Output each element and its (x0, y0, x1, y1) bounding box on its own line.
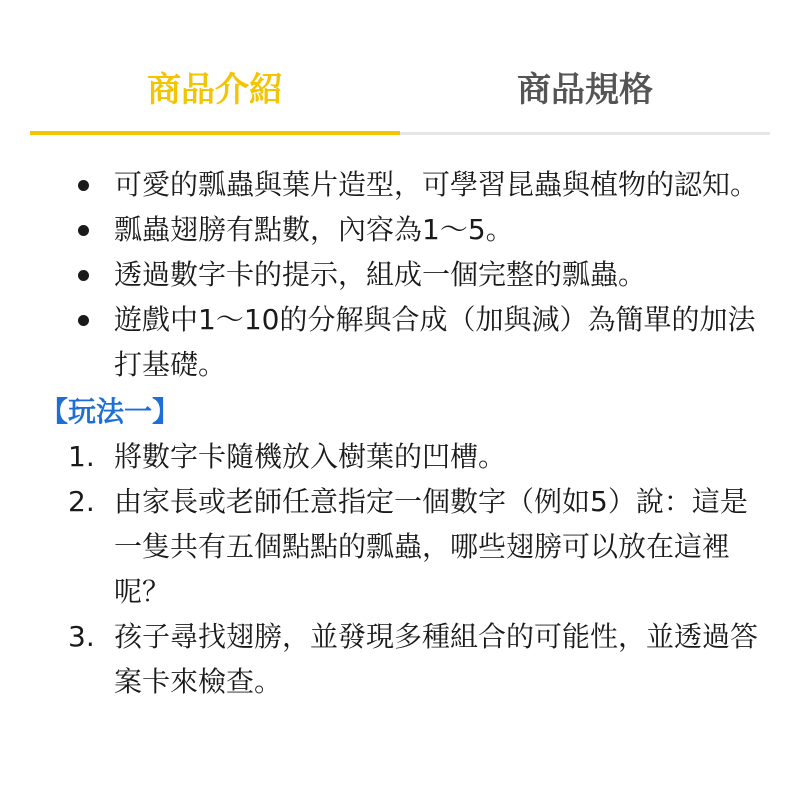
step-number: 1. (68, 440, 95, 473)
step-number: 3. (68, 620, 95, 653)
step-item (40, 479, 770, 614)
step-item (40, 434, 770, 479)
play-method-heading: 【玩法一】 (40, 395, 181, 428)
step-number: 2. (68, 485, 95, 518)
feature-text: 遊戲中1～10的分解與合成（加與減）為簡單的加法打基礎。 (114, 303, 756, 381)
play-steps-list (40, 434, 770, 704)
bullet-dot-icon (78, 270, 89, 281)
feature-text: 可愛的瓢蟲與葉片造型，可學習昆蟲與植物的認知。 (114, 168, 759, 201)
step-text: 將數字卡隨機放入樹葉的凹槽。 (114, 440, 507, 473)
feature-item (40, 207, 770, 252)
step-text: 孩子尋找翅膀，並發現多種組合的可能性，並透過答案卡來檢查。 (114, 620, 759, 698)
feature-item (40, 297, 770, 387)
feature-item (40, 252, 770, 297)
feature-text: 瓢蟲翅膀有點數，內容為1～5。 (114, 213, 514, 246)
feature-item (40, 162, 770, 207)
bullet-dot-icon (78, 225, 89, 236)
step-item (40, 614, 770, 704)
bullet-dot-icon (78, 315, 89, 326)
step-text: 由家長或老師任意指定一個數字（例如5）說：這是一隻共有五個點點的瓢蟲，哪些翅膀可以放在這裡呢？ (114, 485, 748, 608)
tab-bar (30, 48, 770, 135)
product-description (40, 162, 770, 704)
feature-text: 透過數字卡的提示，組成一個完整的瓢蟲。 (114, 258, 647, 291)
bullet-dot-icon (78, 180, 89, 191)
feature-list (40, 162, 770, 387)
tab-product-intro[interactable]: 商品介紹 (30, 48, 400, 132)
tab-product-spec[interactable]: 商品規格 (517, 70, 653, 110)
